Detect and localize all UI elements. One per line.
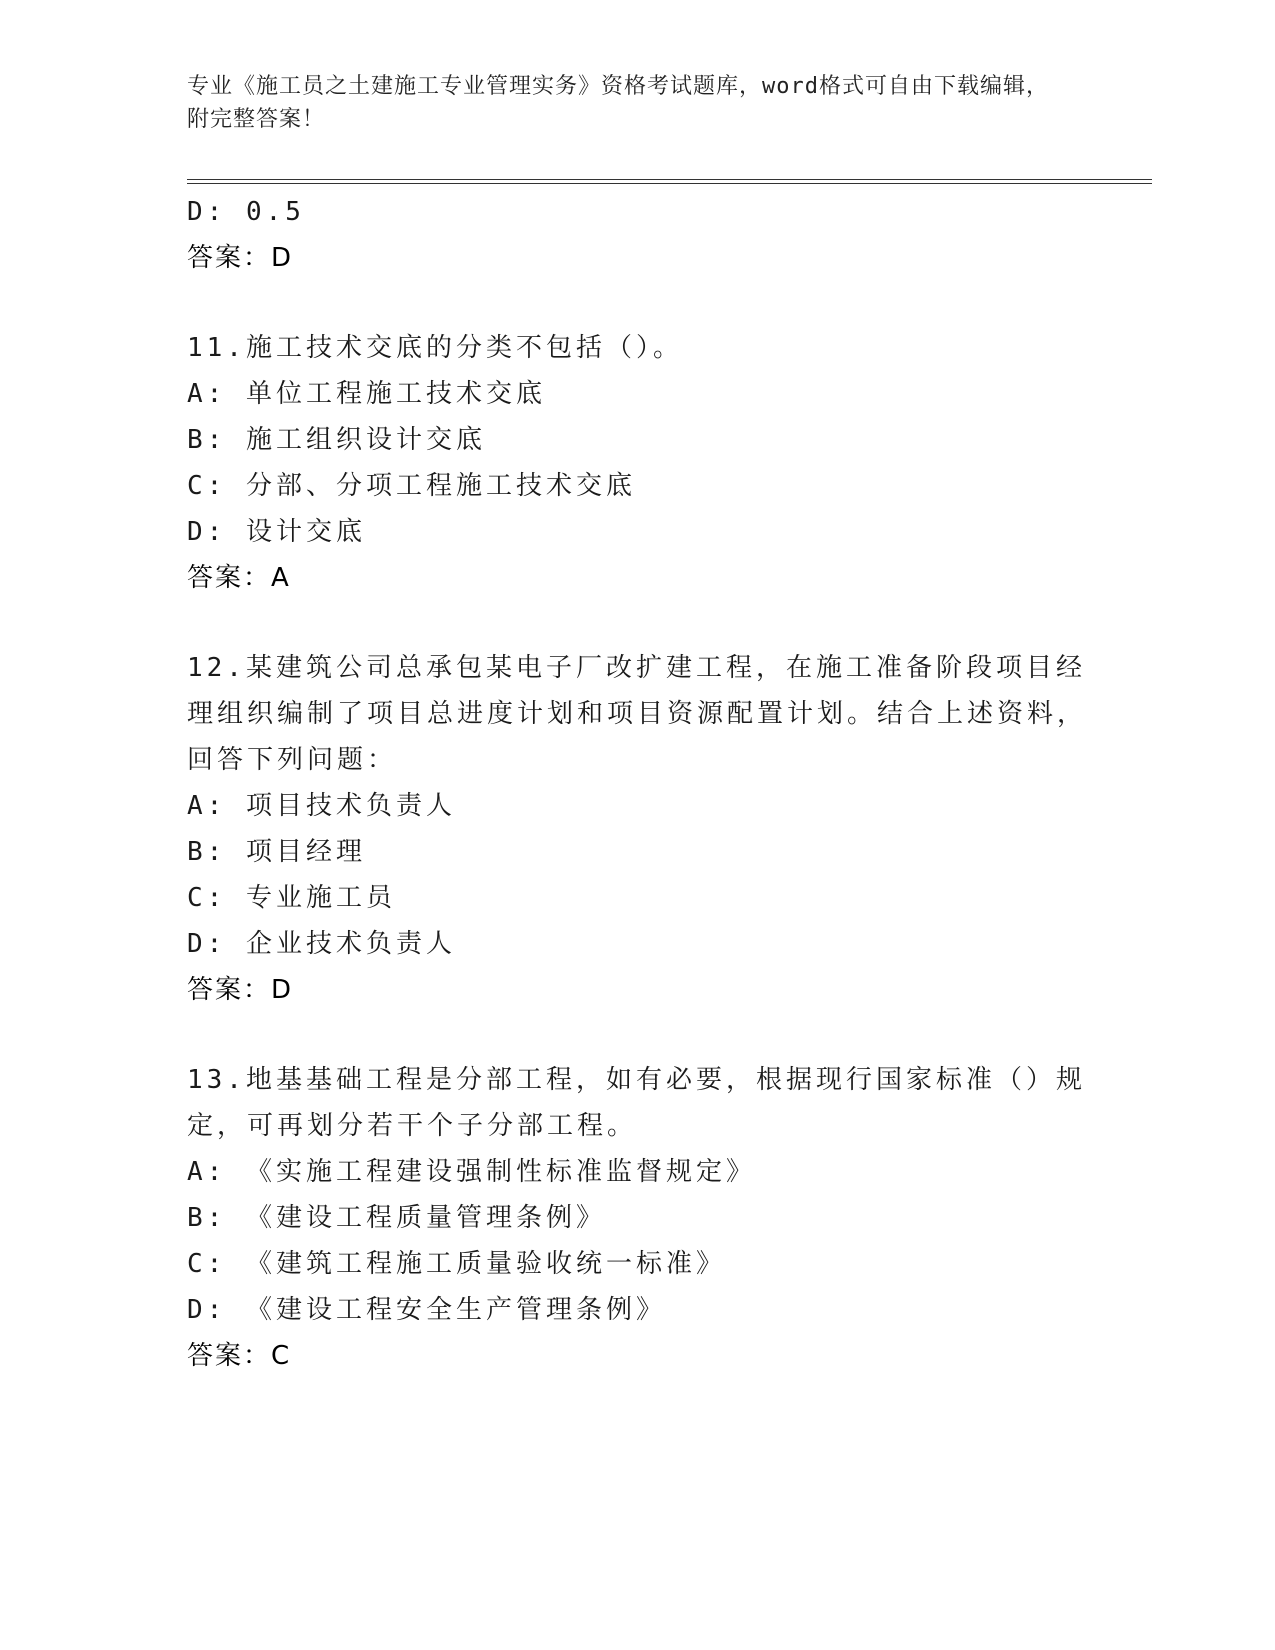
spacer — [187, 281, 1087, 325]
document-header: 专业《施工员之土建施工专业管理实务》资格考试题库，word格式可自由下载编辑，附完整答案！ — [187, 74, 1049, 132]
option-c: C: 《建筑工程施工质量验收统一标准》 — [187, 1249, 726, 1279]
spacer — [187, 1013, 1087, 1057]
question-content — [187, 189, 1087, 1379]
option-a: A: 单位工程施工技术交底 — [187, 379, 546, 409]
option-d: D: 0.5 — [187, 197, 305, 227]
header-divider-bottom — [187, 183, 1152, 184]
question-stem: 12.某建筑公司总承包某电子厂改扩建工程，在施工准备阶段项目经理组织编制了项目总进度计划和项目资源配置计划。结合上述资料，回答下列问题： — [187, 653, 1088, 775]
option-b: B: 项目经理 — [187, 837, 366, 867]
spacer — [187, 601, 1087, 645]
option-d: D: 企业技术负责人 — [187, 929, 456, 959]
option-d: D: 《建设工程安全生产管理条例》 — [187, 1295, 666, 1325]
answer-line: 答案：D — [187, 243, 294, 273]
question-13 — [187, 1057, 1087, 1379]
question-11 — [187, 325, 1087, 601]
answer-line: 答案：D — [187, 975, 294, 1005]
question-stem: 13.地基基础工程是分部工程，如有必要，根据现行国家标准（）规定，可再划分若干个子分部工程。 — [187, 1065, 1086, 1141]
question-12 — [187, 645, 1087, 1013]
option-d: D: 设计交底 — [187, 517, 366, 547]
option-c: C: 专业施工员 — [187, 883, 396, 913]
question-stem: 11.施工技术交底的分类不包括（）。 — [187, 333, 683, 363]
question-10-partial — [187, 189, 1087, 281]
option-a: A: 《实施工程建设强制性标准监督规定》 — [187, 1157, 756, 1187]
option-b: B: 施工组织设计交底 — [187, 425, 486, 455]
option-a: A: 项目技术负责人 — [187, 791, 456, 821]
answer-line: 答案：C — [187, 1341, 292, 1371]
option-b: B: 《建设工程质量管理条例》 — [187, 1203, 606, 1233]
option-c: C: 分部、分项工程施工技术交底 — [187, 471, 636, 501]
answer-line: 答案：A — [187, 563, 291, 593]
header-divider-top — [187, 179, 1152, 180]
